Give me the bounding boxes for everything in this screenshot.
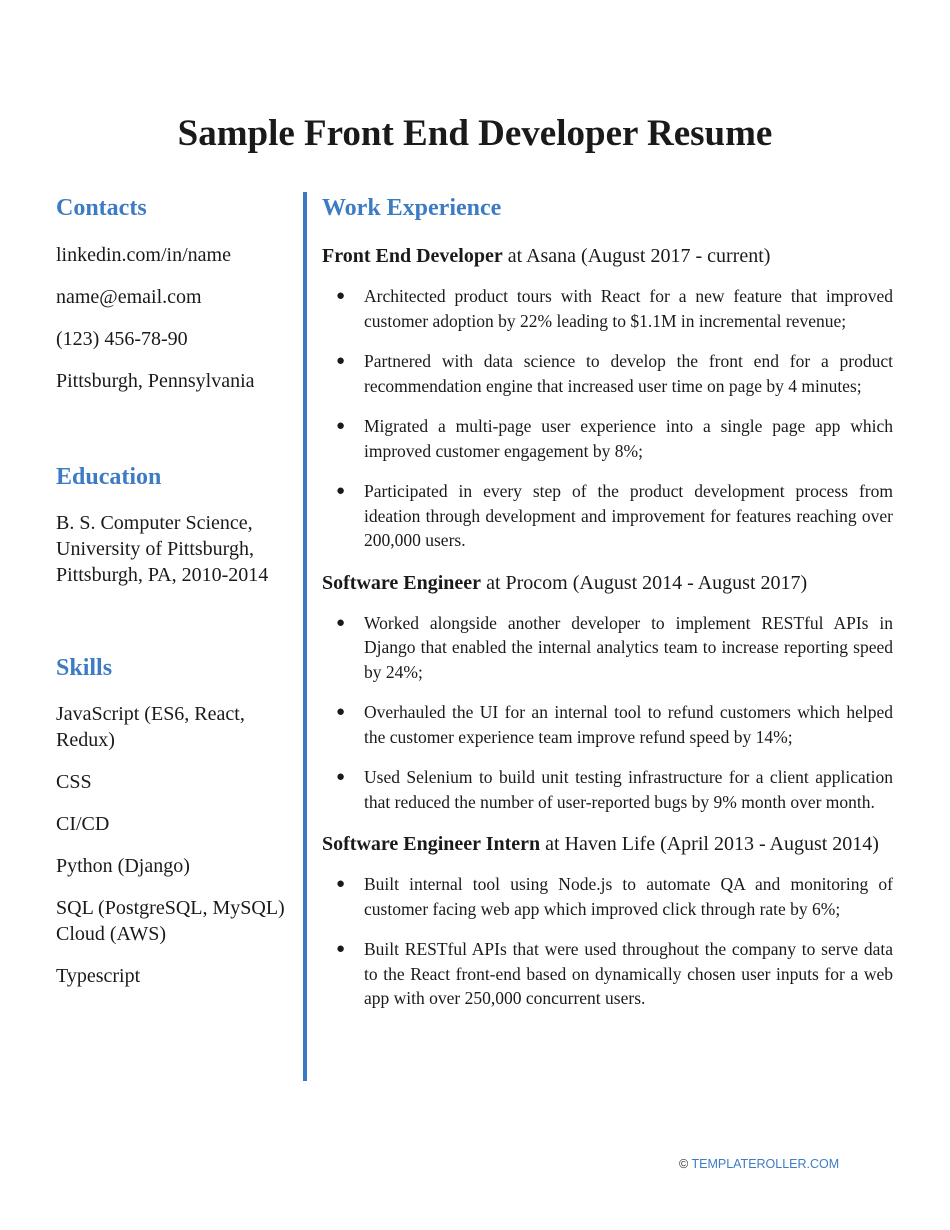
bullet-icon: ● bbox=[336, 288, 346, 304]
bullet-text: Built internal tool using Node.js to automate QA and monitoring of customer facing web app which improved click through rate by 6%; bbox=[364, 874, 893, 919]
bullet-text: Participated in every step of the product development process from ideation through development and improvement for features reaching over 200,000 users. bbox=[364, 481, 893, 550]
skill-line: Python (Django) bbox=[56, 855, 190, 877]
left-column bbox=[56, 192, 296, 989]
job-title-line bbox=[322, 243, 893, 269]
bullet-icon: ● bbox=[336, 769, 346, 785]
contact-location: Pittsburgh, Pennsylvania bbox=[56, 370, 255, 392]
job-company-dates: at Haven Life (April 2013 - August 2014) bbox=[540, 833, 879, 855]
bullet-icon: ● bbox=[336, 704, 346, 720]
skill-item bbox=[56, 701, 296, 753]
job-bullet bbox=[322, 414, 893, 463]
skill-item bbox=[56, 811, 296, 837]
education-location-dates: Pittsburgh, PA, 2010-2014 bbox=[56, 564, 269, 586]
skills-list bbox=[56, 701, 296, 989]
bullet-text: Worked alongside another developer to implement RESTful APIs in Django that enabled the internal analytics team to increase reporting speed by 24%; bbox=[364, 612, 893, 682]
skill-item bbox=[56, 963, 296, 989]
job-bullets bbox=[322, 872, 893, 1011]
job-bullet bbox=[322, 872, 893, 921]
education-details bbox=[56, 510, 296, 588]
contact-phone: (123) 456-78-90 bbox=[56, 328, 188, 350]
job-bullets bbox=[322, 611, 893, 815]
copyright-symbol: © bbox=[679, 1157, 692, 1171]
right-column bbox=[322, 192, 893, 1011]
job-bullet bbox=[322, 611, 893, 685]
bullet-text: Migrated a multi-page user experience into a single page app which improved customer engagement by 8%; bbox=[364, 416, 893, 461]
skill-line: CI/CD bbox=[56, 813, 110, 835]
education-heading: Education bbox=[56, 464, 162, 490]
bullet-icon: ● bbox=[336, 353, 346, 369]
bullet-text: Architected product tours with React for a new feature that improved customer adoption by 22% leading to $1.1M in incremental revenue; bbox=[364, 286, 893, 331]
bullet-text: Built RESTful APIs that were used throughout the company to serve data to the React front-end based on dynamically chosen user inputs for a web app with over 250,000 concurrent users. bbox=[364, 939, 893, 1008]
job-bullet bbox=[322, 700, 893, 749]
education-school: University of Pittsburgh, bbox=[56, 538, 254, 560]
skill-line: CSS bbox=[56, 771, 92, 793]
bullet-icon: ● bbox=[336, 941, 346, 957]
footer-credit bbox=[679, 1156, 839, 1172]
job-entry bbox=[322, 243, 893, 553]
page-title: Sample Front End Developer Resume bbox=[177, 113, 773, 154]
contact-email: name@email.com bbox=[56, 286, 202, 308]
bullet-text: Used Selenium to build unit testing infrastructure for a client application that reduced the number of user-reported bugs by 9% month over month. bbox=[364, 767, 893, 812]
job-bullet bbox=[322, 284, 893, 333]
job-bullets bbox=[322, 284, 893, 553]
job-role: Software Engineer bbox=[322, 571, 482, 594]
bullet-text: Partnered with data science to develop the front end for a product recommendation engine that increased user time on page by 4 minutes; bbox=[364, 351, 893, 396]
skill-item bbox=[56, 853, 296, 879]
bullet-icon: ● bbox=[336, 876, 346, 892]
contacts-list bbox=[56, 242, 296, 394]
job-role: Software Engineer Intern bbox=[322, 833, 541, 855]
bullet-icon: ● bbox=[336, 483, 346, 499]
skill-line: Cloud (AWS) bbox=[56, 923, 167, 945]
job-bullet bbox=[322, 479, 893, 553]
skill-item bbox=[56, 769, 296, 795]
job-company-dates: at Procom (August 2014 - August 2017) bbox=[481, 571, 808, 594]
job-bullet bbox=[322, 349, 893, 398]
job-bullet bbox=[322, 765, 893, 814]
skill-line: SQL (PostgreSQL, MySQL) bbox=[56, 897, 285, 919]
job-role: Front End Developer bbox=[322, 245, 503, 267]
job-company-dates: at Asana (August 2017 - current) bbox=[502, 245, 771, 267]
work-experience-heading: Work Experience bbox=[322, 195, 502, 221]
skill-item bbox=[56, 895, 296, 947]
column-divider bbox=[303, 192, 307, 1081]
job-title-line bbox=[322, 570, 893, 596]
skill-line: Typescript bbox=[56, 965, 141, 987]
footer-brand-link[interactable]: TEMPLATEROLLER.COM bbox=[691, 1157, 840, 1171]
job-title-line bbox=[322, 831, 893, 857]
bullet-text: Overhauled the UI for an internal tool to refund customers which helped the customer experience team improve refund speed by 14%; bbox=[364, 702, 893, 747]
contact-linkedin: linkedin.com/in/name bbox=[56, 244, 231, 266]
skill-line: JavaScript (ES6, React, bbox=[56, 703, 245, 725]
job-entry bbox=[322, 831, 893, 1011]
contacts-heading: Contacts bbox=[56, 195, 147, 221]
skills-heading: Skills bbox=[56, 655, 113, 681]
bullet-icon: ● bbox=[336, 418, 346, 434]
bullet-icon: ● bbox=[336, 614, 346, 631]
skill-line: Redux) bbox=[56, 729, 115, 751]
job-entry bbox=[322, 570, 893, 815]
job-bullet bbox=[322, 937, 893, 1011]
education-degree: B. S. Computer Science, bbox=[56, 512, 253, 534]
